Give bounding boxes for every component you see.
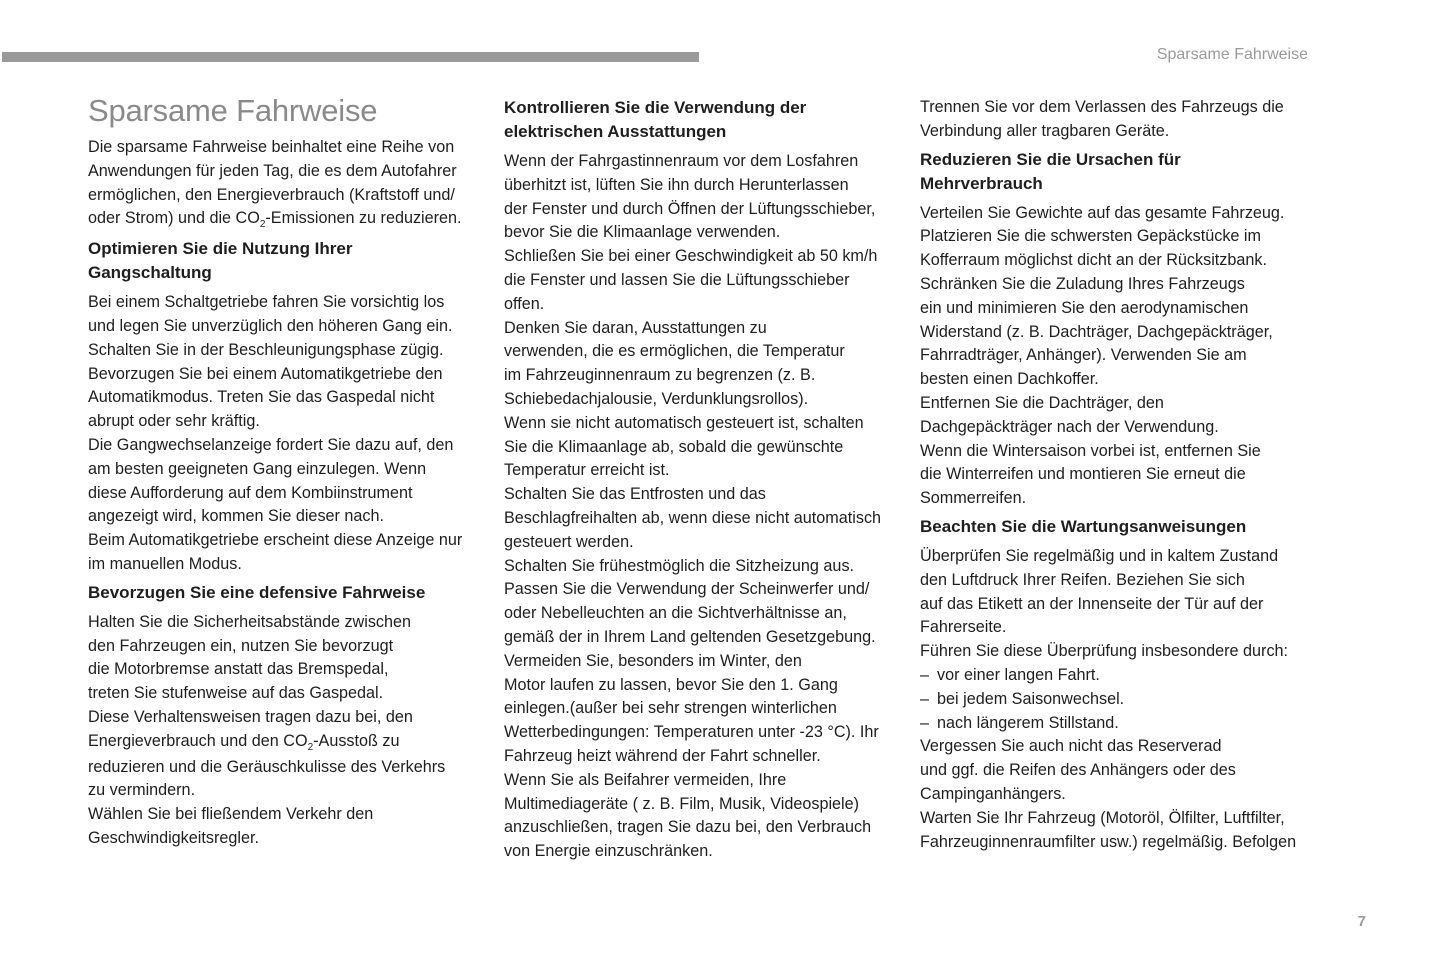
column-1	[88, 94, 483, 855]
text-line: die Winterreifen und montieren Sie erneut die	[920, 465, 1246, 484]
header-rule	[2, 52, 699, 62]
text-line: Schalten Sie in der Beschleunigungsphase zügig.	[88, 340, 444, 359]
section-heading-gear: Optimieren Sie die Nutzung Ihrer Gangschaltung	[88, 239, 353, 283]
text-line: gesteuert werden.	[504, 532, 634, 551]
text-line: einlegen.(außer bei sehr strengen winterlichen	[504, 699, 837, 718]
text-line: Passen Sie die Verwendung der Scheinwerfer und/	[504, 580, 870, 599]
text-line: Führen Sie diese Überprüfung insbesondere durch:	[920, 642, 1289, 661]
text-line: Überprüfen Sie regelmäßig und in kaltem Zustand	[920, 546, 1279, 565]
text-line: diese Aufforderung auf dem Kombiinstrument	[88, 483, 413, 502]
text-line: Bei einem Schaltgetriebe fahren Sie vorsichtig los	[88, 293, 445, 312]
text-line: die Motorbremse anstatt das Bremspedal,	[88, 660, 389, 679]
bullet-dash: –	[920, 689, 930, 708]
text-line: und legen Sie unverzüglich den höheren Gang ein.	[88, 316, 453, 335]
text-line: Schalten Sie das Entfrosten und das	[504, 485, 766, 504]
text-line: Fahrradträger, Anhänger). Verwenden Sie am	[920, 346, 1247, 365]
text-line: Halten Sie die Sicherheitsabstände zwischen	[88, 612, 412, 631]
text-line: Fahrzeuginnenraumfilter usw.) regelmäßig. Befolgen	[920, 832, 1297, 851]
text-line: zu vermindern.	[88, 781, 196, 800]
gear-paragraph	[88, 291, 483, 577]
text-line: verwenden, die es ermöglichen, die Temperatur	[504, 342, 845, 361]
text-line: Sommerreifen.	[920, 489, 1027, 508]
text-line: Schränken Sie die Zuladung Ihres Fahrzeugs	[920, 274, 1245, 293]
text-line: Multimediageräte ( z. B. Film, Musik, Videospiele)	[504, 794, 860, 813]
text-line: Denken Sie daran, Ausstattungen zu	[504, 318, 767, 337]
list-item: – vor einer langen Fahrt.	[920, 664, 1315, 688]
text-line: Motor laufen zu lassen, bevor Sie den 1. Gang	[504, 675, 838, 694]
subscript: 2	[307, 741, 314, 753]
text-line: den Luftdruck Ihrer Reifen. Beziehen Sie sich	[920, 570, 1245, 589]
subscript: 2	[259, 219, 266, 231]
text-line: Schließen Sie bei einer Geschwindigkeit ab 50 km/h	[504, 247, 878, 266]
text-line: von Energie einzuschränken.	[504, 842, 713, 861]
page-number: 7	[1357, 913, 1366, 930]
text-line: Wenn der Fahrgastinnenraum vor dem Losfahren	[504, 152, 859, 170]
text-line: den Fahrzeugen ein, nutzen Sie bevorzugt	[88, 636, 394, 655]
text-line: Warten Sie Ihr Fahrzeug (Motoröl, Ölfilter, Luftfilter,	[920, 808, 1285, 827]
text-line: Die Gangwechselanzeige fordert Sie dazu auf, den	[88, 435, 454, 454]
text-line: gemäß der in Ihrem Land geltenden Gesetzgebung.	[504, 627, 876, 646]
text-line: reduzieren und die Geräuschkulisse des Verkehrs	[88, 757, 446, 776]
text-line: Vermeiden Sie, besonders im Winter, den	[504, 651, 802, 670]
text-line: Wählen Sie bei fließendem Verkehr den	[88, 805, 374, 824]
text-line: Wenn sie nicht automatisch gesteuert ist, schalten	[504, 413, 864, 432]
disconnect-paragraph	[920, 96, 1315, 144]
bullet-dash: –	[920, 713, 930, 732]
text-line: anzuschließen, tragen Sie dazu bei, den Verbrauch	[504, 818, 872, 837]
text-line-co2: oder Strom) und die $CO_2$-Emissionen zu reduzieren.	[88, 209, 462, 231]
text-line: die Fenster und lassen Sie die Lüftungsschieber	[504, 270, 850, 289]
section-heading-electric: Kontrollieren Sie die Verwendung der elektrischen Ausstattungen	[504, 98, 807, 141]
electric-paragraph	[504, 150, 899, 864]
defensive-paragraph	[88, 611, 483, 851]
text-line: im manuellen Modus.	[88, 554, 242, 573]
text-line: Verteilen Sie Gewichte auf das gesamte Fahrzeug.	[920, 203, 1285, 222]
section-heading-defensive: Bevorzugen Sie eine defensive Fahrweise	[88, 582, 426, 602]
text-line: Temperatur erreicht ist.	[504, 461, 670, 480]
text-line: offen.	[504, 294, 545, 313]
text-line: Campinganhängers.	[920, 784, 1066, 803]
text-line: abrupt oder sehr kräftig.	[88, 412, 260, 431]
text-line: oder Nebelleuchten an die Sichtverhältnisse an,	[504, 604, 847, 623]
text-line: Die sparsame Fahrweise beinhaltet eine Reihe von	[88, 138, 455, 156]
text-line: Platzieren Sie die schwersten Gepäckstücke im	[920, 227, 1261, 246]
text-line: der Fenster und durch Öffnen der Lüftungsschieber,	[504, 199, 876, 218]
text-line: ein und minimieren Sie den aerodynamischen	[920, 298, 1249, 317]
text-line: Sie die Klimaanlage ab, sobald die gewünschte	[504, 437, 844, 456]
text-line: Diese Verhaltensweisen tragen dazu bei, den	[88, 707, 413, 726]
text-line: auf das Etikett an der Innenseite der Tür auf der	[920, 594, 1264, 613]
text-line: Beim Automatikgetriebe erscheint diese Anzeige nur	[88, 531, 463, 550]
text-line: Automatikmodus. Treten Sie das Gaspedal nicht	[88, 388, 435, 407]
text-line: überhitzt ist, lüften Sie ihn durch Herunterlassen	[504, 175, 849, 194]
text-line: Beschlagfreihalten ab, wenn diese nicht automatisch	[504, 508, 882, 527]
text-line: Fahrzeug heizt während der Fahrt schneller.	[504, 746, 821, 765]
text-line: Entfernen Sie die Dachträger, den	[920, 393, 1164, 412]
text-line: Anwendungen für jeden Tag, die es dem Autofahrer	[88, 161, 457, 180]
list-item: – bei jedem Saisonwechsel.	[920, 688, 1315, 712]
text-line: Wenn die Wintersaison vorbei ist, entfernen Sie	[920, 441, 1261, 460]
running-header: Sparsame Fahrweise	[1156, 46, 1308, 63]
text-line: Geschwindigkeitsregler.	[88, 828, 259, 847]
text-line: Schalten Sie frühestmöglich die Sitzheizung aus.	[504, 556, 855, 575]
overconsumption-paragraph	[920, 202, 1315, 511]
column-2	[504, 96, 899, 868]
section-heading-overconsumption: Reduzieren Sie die Ursachen für Mehrverbrauch	[920, 149, 1181, 193]
list-item: – nach längerem Stillstand.	[920, 712, 1315, 736]
column-3	[920, 96, 1315, 858]
text-line: besten einen Dachkoffer.	[920, 370, 1099, 389]
text-line: Vergessen Sie auch nicht das Reserverad	[920, 737, 1222, 756]
intro-paragraph	[88, 136, 483, 233]
text-line: Wenn Sie als Beifahrer vermeiden, Ihre	[504, 770, 787, 789]
text-line: Wetterbedingungen: Temperaturen unter -23 °C). Ihr	[504, 723, 879, 742]
text-line: Dachgepäckträger nach der Verwendung.	[920, 417, 1219, 436]
text-line: im Fahrzeuginnenraum zu begrenzen (z. B.	[504, 366, 816, 385]
text-line: Widerstand (z. B. Dachträger, Dachgepäckträger,	[920, 322, 1273, 341]
text-line: Kofferraum möglichst dicht an der Rücksitzbank.	[920, 251, 1267, 270]
page-title: Sparsame Fahrweise	[88, 93, 378, 128]
text-line: Bevorzugen Sie bei einem Automatikgetriebe den	[88, 364, 443, 383]
text-line: angezeigt wird, kommen Sie dieser nach.	[88, 507, 385, 526]
text-line: und ggf. die Reifen des Anhängers oder des	[920, 761, 1236, 780]
text-line: Fahrerseite.	[920, 618, 1007, 637]
text-line: am besten geeigneten Gang einzulegen. Wenn	[88, 459, 427, 478]
bullet-dash: –	[920, 665, 930, 684]
text-line: treten Sie stufenweise auf das Gaspedal.	[88, 684, 384, 703]
text-line: Schiebedachjalousie, Verdunklungsrollos).	[504, 389, 809, 408]
text-line: bevor Sie die Klimaanlage verwenden.	[504, 223, 781, 242]
section-heading-maintenance: Beachten Sie die Wartungsanweisungen	[920, 516, 1247, 536]
text-line: Verbindung aller tragbaren Geräte.	[920, 121, 1170, 140]
maintenance-paragraph	[920, 545, 1315, 854]
text-line: Trennen Sie vor dem Verlassen des Fahrzeugs die	[920, 98, 1284, 116]
text-line-co2: Energieverbrauch und den $CO_2$-Ausstoß zu	[88, 731, 400, 753]
text-line: ermöglichen, den Energieverbrauch (Kraftstoff und/	[88, 185, 455, 204]
